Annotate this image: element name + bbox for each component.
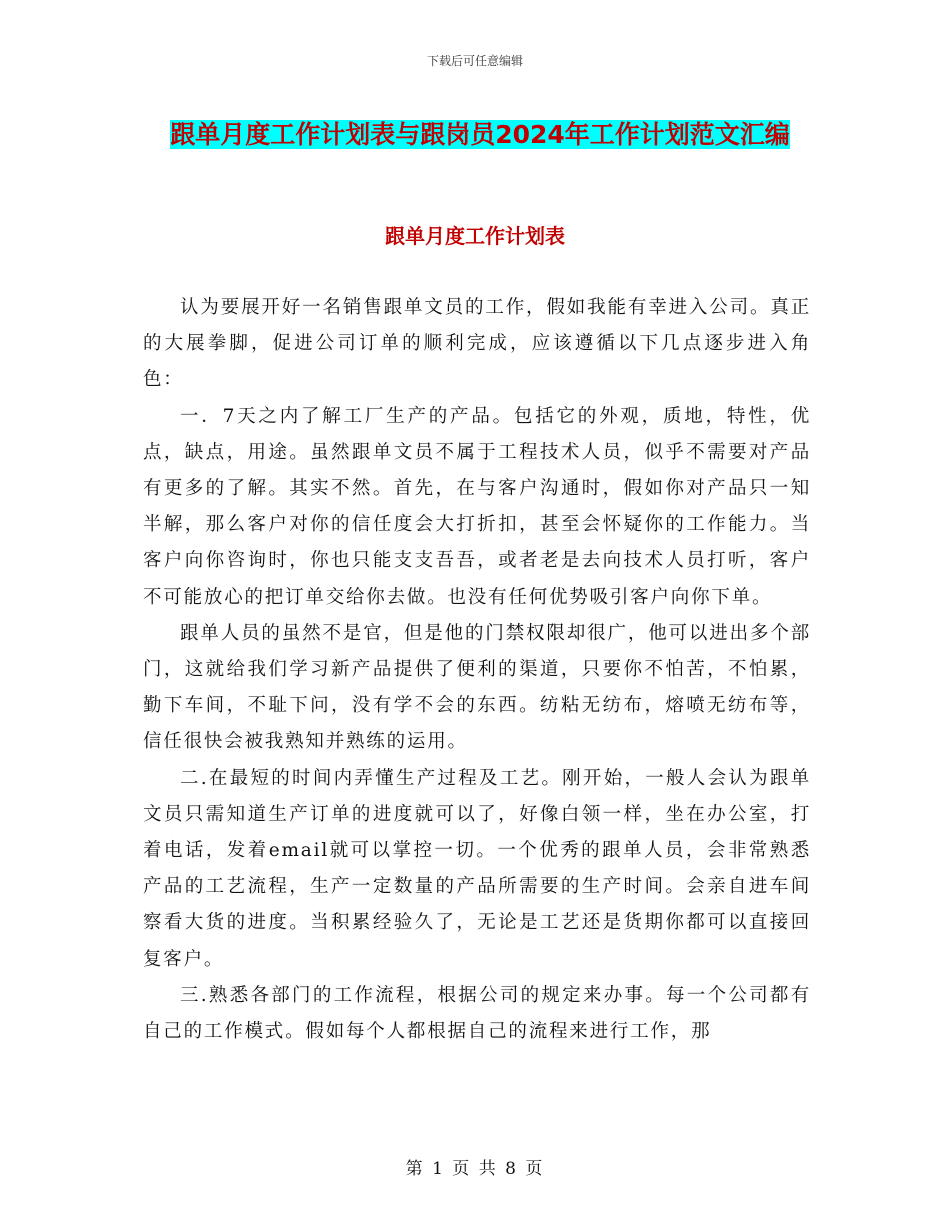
- paragraph: 一．7天之内了解工厂生产的产品。包括它的外观，质地，特性，优点，缺点，用途。虽然跟单文员不属于工程技术人员，似乎不需要对产品有更多的了解。其实不然。首先，在与客户沟通时，假如你对产品只一知半解，那么客户对你的信任度会大打折扣，甚至会怀疑你的工作能力。当客户向你咨询时，你也只能支支吾吾，或者老是去向技术人员打听，客户不可能放心的把订单交给你去做。也没有任何优势吸引客户向你下单。: [143, 405, 811, 608]
- paragraph: 二.在最短的时间内弄懂生产过程及工艺。刚开始，一般人会认为跟单文员只需知道生产订单的进度就可以了，好像白领一样，坐在办公室，打着电话，发着email就可以掌控一切。一个优秀的跟单人员，会非常熟悉产品的工艺流程，生产一定数量的产品所需要的生产时间。会亲自进车间察看大货的进度。当积累经验久了，无论是工艺还是货期你都可以直接回复客户。: [143, 767, 811, 970]
- page-footer: 第 1 页 共 8 页: [405, 1159, 545, 1179]
- header-note: 下载后可任意编辑: [426, 54, 523, 68]
- document-title-text: 跟单月度工作计划表与跟岗员2024年工作计划范文汇编: [170, 120, 790, 149]
- section-heading: 跟单月度工作计划表: [385, 224, 565, 248]
- paragraph: 跟单人员的虽然不是官，但是他的门禁权限却很广，他可以进出多个部门，这就给我们学习新产品提供了便利的渠道，只要你不怕苦，不怕累，勤下车间，不耻下问，没有学不会的东西。纺粘无纺布，熔喷无纺布等，信任很快会被我熟知并熟练的运用。: [143, 622, 811, 753]
- document-title: [140, 112, 820, 158]
- paragraph: 认为要展开好一名销售跟单文员的工作，假如我能有幸进入公司。真正的大展拳脚，促进公司订单的顺利完成，应该遵循以下几点逐步进入角色：: [143, 297, 811, 391]
- paragraph: 三.熟悉各部门的工作流程，根据公司的规定来办事。每一个公司都有自己的工作模式。假如每个人都根据自己的流程来进行工作，那: [143, 984, 811, 1043]
- body-text: [143, 290, 811, 1050]
